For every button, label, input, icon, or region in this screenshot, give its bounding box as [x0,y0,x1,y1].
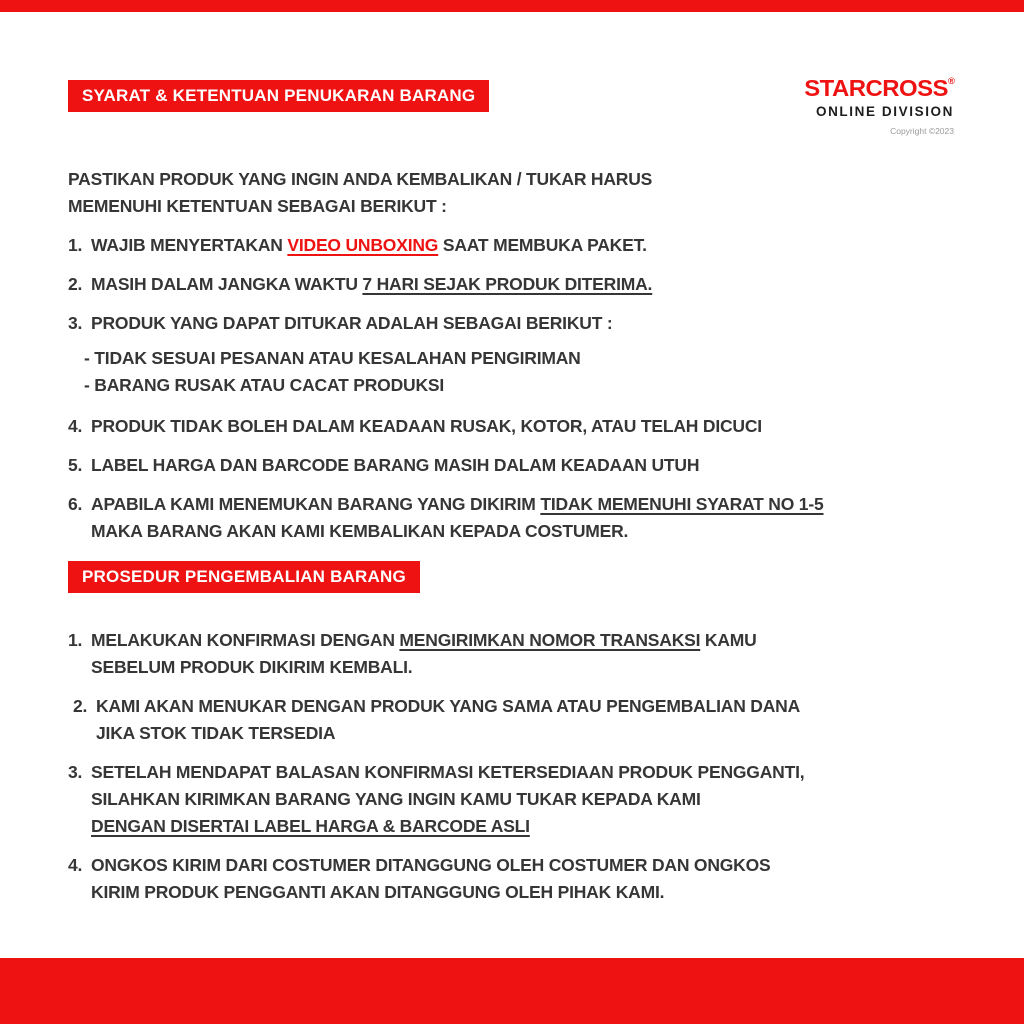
text-segment: KIRIM PRODUK PENGGANTI AKAN DITANGGUNG OLEH PIHAK KAMI. [91,882,665,902]
list-item [68,413,1024,440]
text-line [91,452,1024,479]
item-text [96,693,1024,747]
list-item [68,852,1024,906]
text-line [91,310,1024,337]
terms-list [0,232,1024,545]
list-item [68,627,1024,681]
header [0,0,1024,136]
list-item [68,693,1024,747]
text-line [91,852,1024,879]
item-number: 1. [68,235,83,255]
text-line [96,693,1024,720]
underlined-text: DENGAN DISERTAI LABEL HARGA & BARCODE ASLI [91,816,530,836]
item-text [84,345,1024,399]
text-segment: ONGKOS KIRIM DARI COSTUMER DITANGGUNG OLEH COSTUMER DAN ONGKOS [91,855,771,875]
text-segment: MAKA BARANG AKAN KAMI KEMBALIKAN KEPADA COSTUMER. [91,521,629,541]
text-segment: KAMU [700,630,757,650]
item-number: 1. [68,630,83,650]
underlined-text: TIDAK MEMENUHI SYARAT NO 1-5 [540,494,824,514]
intro-line: PASTIKAN PRODUK YANG INGIN ANDA KEMBALIKAN / TUKAR HARUS [68,169,653,189]
item-text [91,452,1024,479]
text-line [91,518,1024,545]
item-text [91,491,1024,545]
brand-subtitle: ONLINE DIVISION [815,104,954,119]
intro-line: MEMENUHI KETENTUAN SEBAGAI BERIKUT : [68,196,447,216]
registered-trademark-icon: ® [947,76,954,86]
item-number: 2. [68,274,83,294]
brand-logo [803,75,954,136]
text-segment: - TIDAK SESUAI PESANAN ATAU KESALAHAN PENGIRIMAN [84,348,581,368]
item-number: 6. [68,494,83,514]
text-line [91,271,1024,298]
text-segment: PRODUK TIDAK BOLEH DALAM KEADAAN RUSAK, KOTOR, ATAU TELAH DICUCI [91,416,762,436]
section2-title-badge [68,561,420,593]
section2-title: PROSEDUR PENGEMBALIAN BARANG [82,567,406,586]
text-segment: SILAHKAN KIRIMKAN BARANG YANG INGIN KAMU TUKAR KEPADA KAMI [91,789,701,809]
sub-list [68,345,1024,399]
item-number: 3. [68,313,83,333]
list-item [68,271,1024,298]
brand-wordmark: STARCROSS [803,75,948,101]
bottom-red-bar [0,958,1024,1024]
text-line [91,879,1024,906]
text-line [84,372,1024,399]
text-line [91,491,1024,518]
text-segment: JIKA STOK TIDAK TERSEDIA [96,723,336,743]
text-segment: WAJIB MENYERTAKAN [91,235,288,255]
item-text [91,759,1024,840]
copyright-text: Copyright ©2023 [890,126,954,136]
text-line [91,232,1024,259]
top-red-bar [0,0,1024,12]
intro-paragraph [68,166,1024,220]
item-text [91,852,1024,906]
text-line [96,720,1024,747]
text-segment: - BARANG RUSAK ATAU CACAT PRODUKSI [84,375,445,395]
list-item [68,232,1024,259]
text-line [91,654,1024,681]
section2-header [68,561,1024,593]
item-number: 4. [68,416,83,436]
text-line [84,345,1024,372]
text-segment: APABILA KAMI MENEMUKAN BARANG YANG DIKIRIM [91,494,541,514]
text-line [91,759,1024,786]
item-text [91,271,1024,298]
item-text [91,232,1024,259]
text-line [91,813,1024,840]
text-segment: MELAKUKAN KONFIRMASI DENGAN [91,630,400,650]
text-segment: SAAT MEMBUKA PAKET. [438,235,647,255]
item-text [91,627,1024,681]
underlined-text: VIDEO UNBOXING [287,235,439,255]
item-text [91,413,1024,440]
item-number: 5. [68,455,83,475]
procedure-list [0,627,1024,906]
text-segment: SEBELUM PRODUK DIKIRIM KEMBALI. [91,657,413,677]
section1-title-badge [68,80,489,112]
text-line [91,786,1024,813]
text-line [91,627,1024,654]
brand-name [804,76,954,100]
text-segment: KAMI AKAN MENUKAR DENGAN PRODUK YANG SAMA ATAU PENGEMBALIAN DANA [96,696,801,716]
list-item [68,310,1024,337]
text-segment: PRODUK YANG DAPAT DITUKAR ADALAH SEBAGAI BERIKUT : [91,313,613,333]
list-item [68,759,1024,840]
list-item [68,452,1024,479]
text-line [91,413,1024,440]
item-number: 4. [68,855,83,875]
item-text [91,310,1024,337]
section1-title: SYARAT & KETENTUAN PENUKARAN BARANG [82,86,476,105]
text-segment: LABEL HARGA DAN BARCODE BARANG MASIH DALAM KEADAAN UTUH [91,455,700,475]
item-number: 3. [68,762,83,782]
list-item [68,491,1024,545]
item-number: 2. [73,696,88,716]
underlined-text: 7 HARI SEJAK PRODUK DITERIMA. [362,274,653,294]
underlined-text: MENGIRIMKAN NOMOR TRANSAKSI [399,630,701,650]
text-segment: MASIH DALAM JANGKA WAKTU [91,274,363,294]
text-segment: SETELAH MENDAPAT BALASAN KONFIRMASI KETERSEDIAAN PRODUK PENGGANTI, [91,762,805,782]
